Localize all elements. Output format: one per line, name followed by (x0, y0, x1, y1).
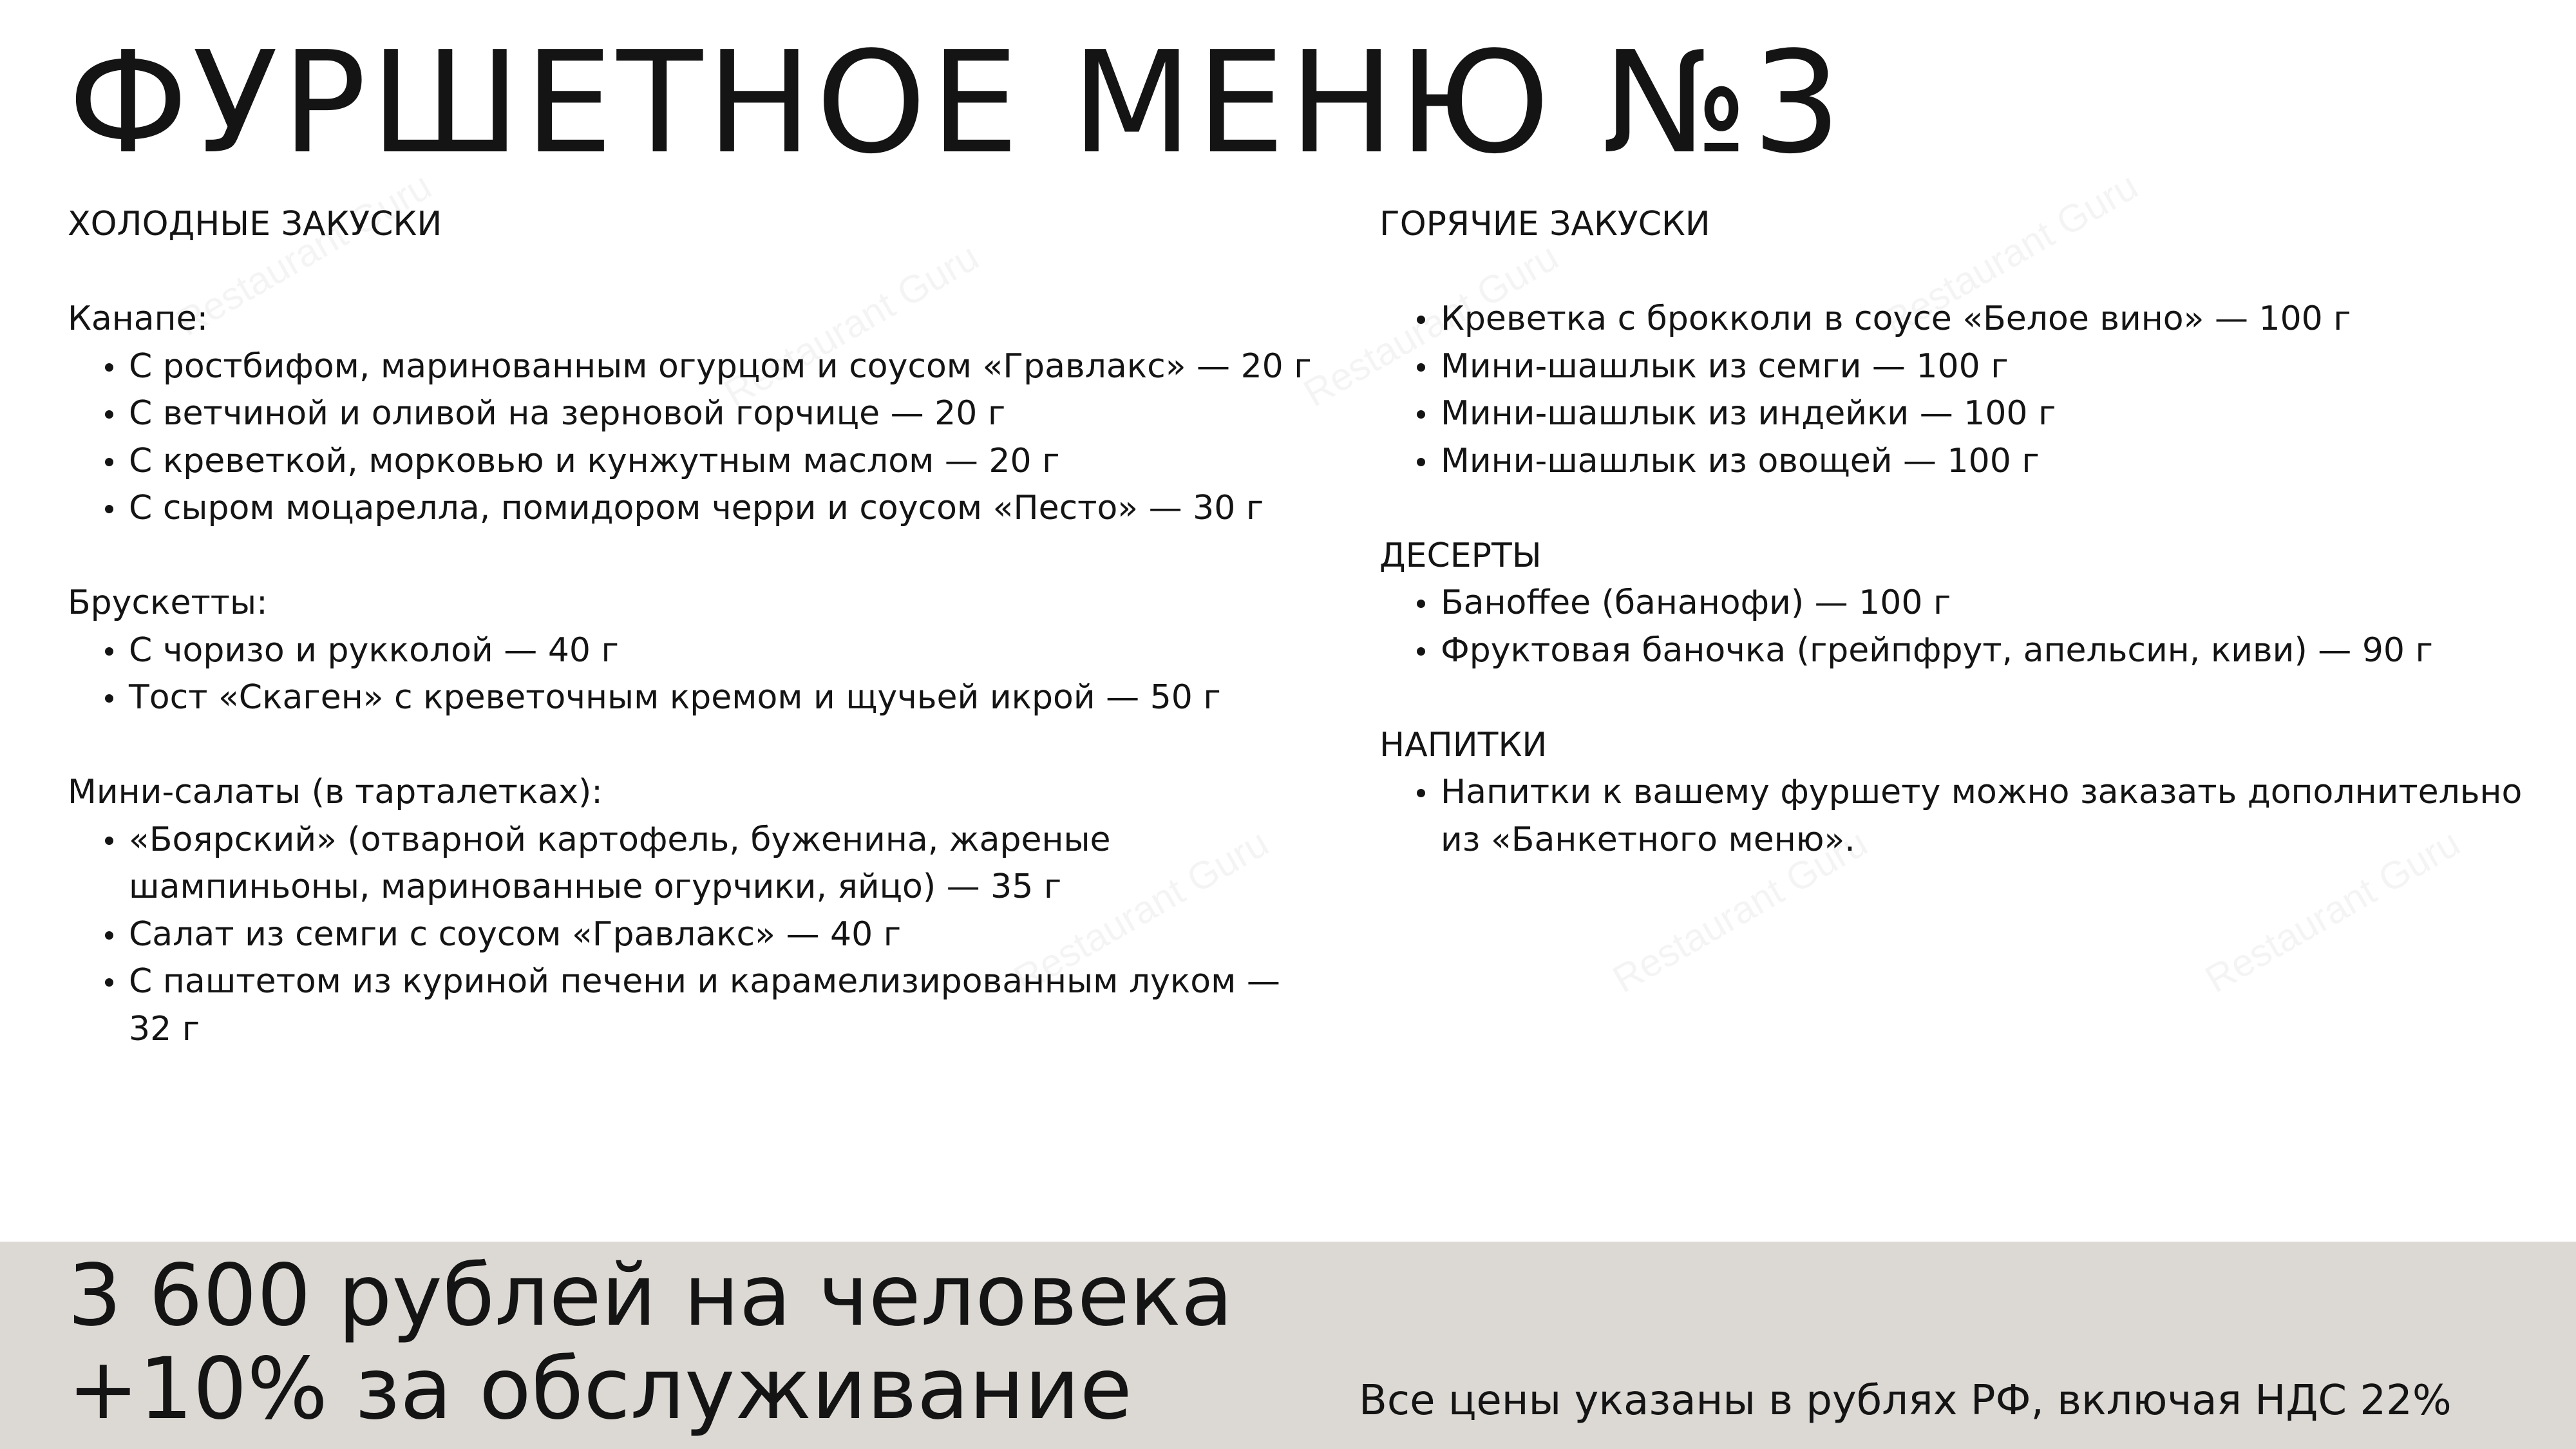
list-item: Фруктовая баночка (грейпфрут, апельсин, киви) — 90 г (1379, 627, 2539, 675)
price-block (68, 1246, 1233, 1439)
section-title-drinks: НАПИТКИ (1379, 725, 1548, 764)
canape-list (68, 343, 1323, 533)
hot-appetizers-list (1379, 296, 2539, 485)
group-bruschetta (68, 580, 1323, 722)
cold-appetizers-column (68, 201, 1323, 1053)
drinks-list (1379, 769, 2539, 864)
group-title-bruschetta: Брускетты: (68, 583, 268, 622)
price-per-person: 3 600 рублей на человека (68, 1246, 1233, 1345)
section-title-cold: ХОЛОДНЫЕ ЗАКУСКИ (68, 205, 442, 243)
group-title-canape: Канапе: (68, 299, 209, 338)
list-item: Салат из семги с соусом «Гравлакс» — 40 г (68, 911, 1323, 959)
section-title-desserts: ДЕСЕРТЫ (1379, 536, 1542, 575)
list-item: С ростбифом, маринованным огурцом и соусом «Гравлакс» — 20 г (68, 343, 1323, 391)
list-item: Мини-шашлык из семги — 100 г (1379, 343, 2539, 391)
list-item: С ветчиной и оливой на зерновой горчице — 20 г (68, 390, 1323, 438)
mini-salads-list (68, 817, 1323, 1054)
list-item: С сыром моцарелла, помидором черри и соусом «Песто» — 30 г (68, 485, 1323, 533)
section-title-hot: ГОРЯЧИЕ ЗАКУСКИ (1379, 205, 1710, 243)
group-mini-salads (68, 769, 1323, 1053)
desserts-list (1379, 580, 2539, 674)
page-title: ФУРШЕТНОЕ МЕНЮ №3 (68, 22, 1846, 185)
list-item: Мини-шашлык из овощей — 100 г (1379, 438, 2539, 486)
list-item: Тост «Скаген» с креветочным кремом и щучьей икрой — 50 г (68, 674, 1323, 722)
list-item: С паштетом из куриной печени и карамелизированным луком — 32 г (68, 958, 1323, 1053)
list-item: Баноffee (бананофи) — 100 г (1379, 580, 2539, 627)
bruschetta-list (68, 627, 1323, 722)
list-item: Мини-шашлык из индейки — 100 г (1379, 390, 2539, 438)
service-charge: +10% за обслуживание (68, 1340, 1132, 1439)
group-canape (68, 296, 1323, 533)
group-title-mini-salads: Мини-салаты (в тарталетках): (68, 773, 603, 811)
list-item: Креветка с брокколи в соусе «Белое вино» — 100 г (1379, 296, 2539, 343)
list-item: С креветкой, морковью и кунжутным маслом — 20 г (68, 438, 1323, 486)
vat-note: Все цены указаны в рублях РФ, включая НДС 22% (1359, 1377, 2452, 1425)
right-column (1379, 201, 2539, 864)
list-item: Напитки к вашему фуршету можно заказать дополнительно из «Банкетного меню». (1379, 769, 2539, 864)
list-item: «Боярский» (отварной картофель, буженина, жареные шампиньоны, маринованные огурчики, яйцо) — 35 г (68, 817, 1323, 911)
list-item: С чоризо и рукколой — 40 г (68, 627, 1323, 675)
